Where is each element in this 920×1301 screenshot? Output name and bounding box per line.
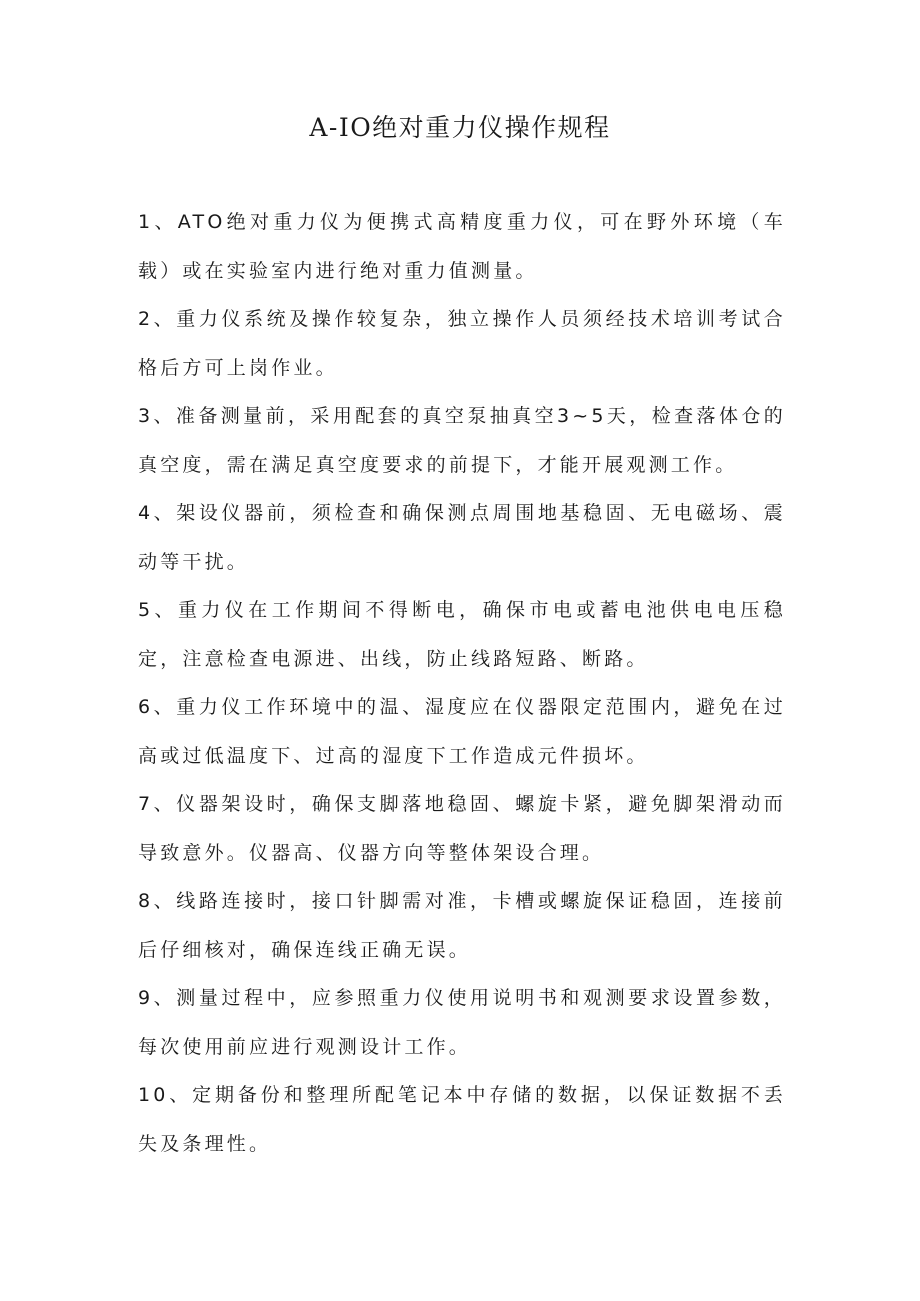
- rule-item-4: 4、架设仪器前，须检查和确保测点周围地基稳固、无电磁场、震动等干扰。: [138, 502, 786, 573]
- rule-item-10: 10、定期备份和整理所配笔记本中存储的数据，以保证数据不丢失及条理性。: [138, 1084, 786, 1155]
- rule-item-2: 2、重力仪系统及操作较复杂，独立操作人员须经技术培训考试合格后方可上岗作业。: [138, 308, 786, 379]
- rule-item-8: 8、线路连接时，接口针脚需对准，卡槽或螺旋保证稳固，连接前后仔细核对，确保连线正确无误。: [138, 890, 786, 961]
- document-title: A-IO绝对重力仪操作规程: [309, 113, 611, 142]
- rule-item-7: 7、仪器架设时，确保支脚落地稳固、螺旋卡紧，避免脚架滑动而导致意外。仪器高、仪器方向等整体架设合理。: [138, 793, 786, 864]
- rule-item-3: 3、准备测量前，采用配套的真空泵抽真空3~5天，检查落体仓的真空度，需在满足真空度要求的前提下，才能开展观测工作。: [138, 405, 786, 476]
- rule-item-6: 6、重力仪工作环境中的温、湿度应在仪器限定范围内，避免在过高或过低温度下、过高的湿度下工作造成元件损坏。: [138, 696, 786, 767]
- rule-item-5: 5、重力仪在工作期间不得断电，确保市电或蓄电池供电电压稳定，注意检查电源进、出线，防止线路短路、断路。: [138, 599, 786, 670]
- rules-list: [138, 198, 786, 1168]
- rule-item-1: 1、ATO绝对重力仪为便携式高精度重力仪，可在野外环境（车载）或在实验室内进行绝对重力值测量。: [138, 211, 786, 282]
- rule-item-9: 9、测量过程中，应参照重力仪使用说明书和观测要求设置参数，每次使用前应进行观测设计工作。: [138, 987, 786, 1058]
